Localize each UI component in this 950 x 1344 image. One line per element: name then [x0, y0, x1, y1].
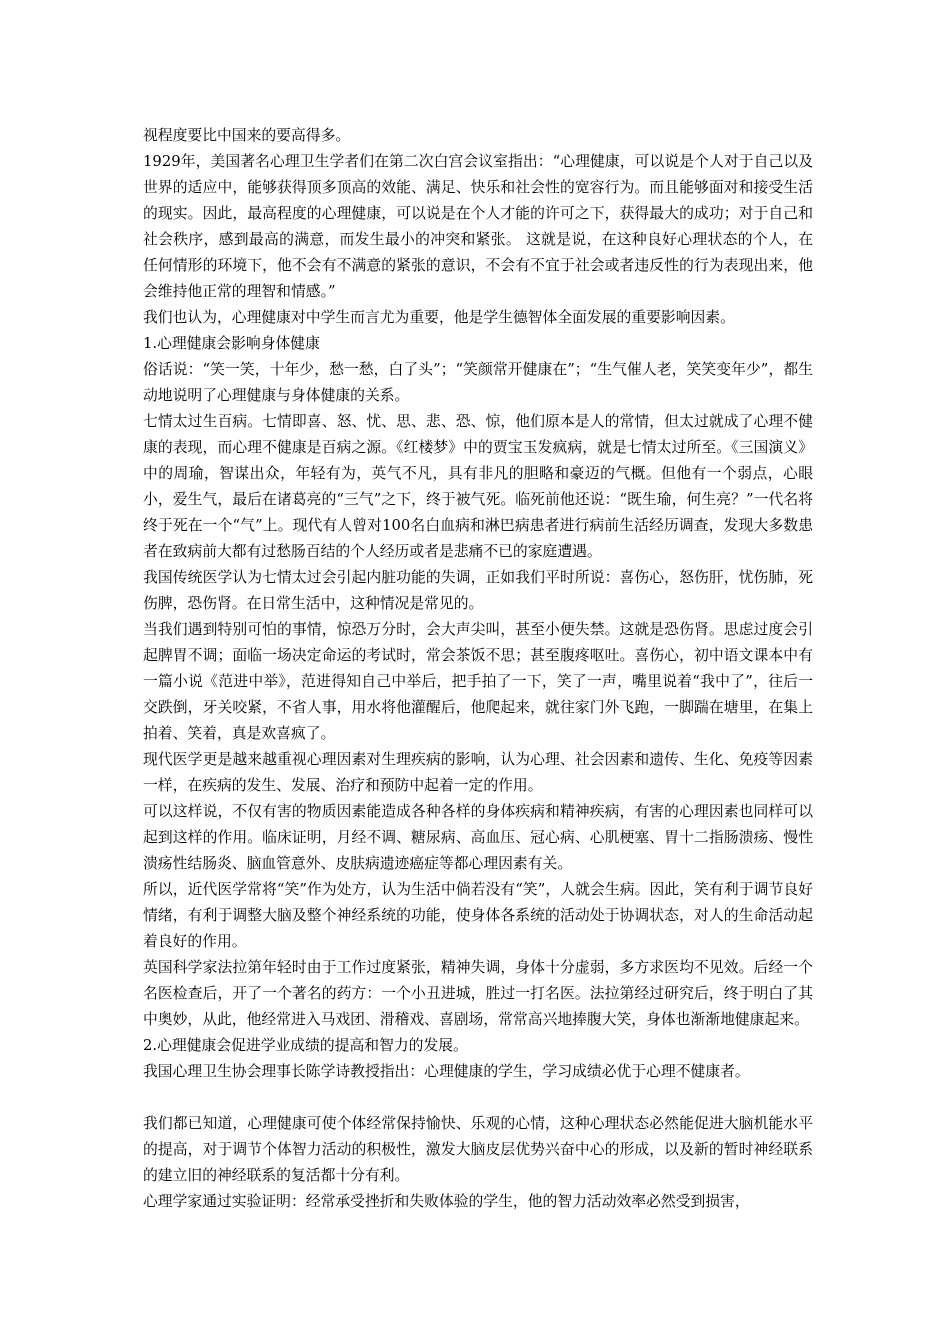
blank-line [143, 1085, 813, 1111]
section-heading-1: 1.心理健康会影响身体健康 [143, 335, 320, 352]
paragraph-1: 视程度要比中国来的要高得多。 [143, 127, 351, 144]
paragraph-4: 俗话说：“笑一笑，十年少，愁一愁，白了头”；“笑颜常开健康在”；“生气催人老，笑笑变年少”，都生动地说明了心理健康与身体健康的关系。 [143, 361, 813, 404]
section-heading-2: 2.心理健康会促进学业成绩的提高和智力的发展。 [143, 1037, 468, 1054]
paragraph-10: 所以，近代医学常将“笑”作为处方，认为生活中倘若没有“笑”，人就会生病。因此，笑有利于调节良好情绪，有利于调整大脑及整个神经系统的功能，使身体各系统的活动处于协调状态，对人的生命活动起着良好的作用。 [143, 881, 813, 950]
paragraph-12: 我国心理卫生协会理事长陈学诗教授指出：心理健康的学生，学习成绩必优于心理不健康者。 [143, 1063, 750, 1080]
paragraph-6: 我国传统医学认为七情太过会引起内脏功能的失调，正如我们平时所说：喜伤心，怒伤肝，忧伤肺，死伤脾，恐伤肾。在日常生活中，这种情况是常见的。 [143, 569, 813, 612]
paragraph-2: 1929年，美国著名心理卫生学者们在第二次白宫会议室指出：“心理健康，可以说是个人对于自己以及世界的适应中，能够获得顶多顶高的效能、满足、快乐和社会性的宽容行为。而且能够面对和接受生活的现实。因此，最高程度的心理健康，可以说是在个人才能的许可之下，获得最大的成功；对于自己和社会秩序，感到最高的满意，而发生最小的冲突和紧张。 这就是说，在这种良好心理状态的个人，在任何情形的环境下，他不会有不满意的紧张的意识，不会有不宜于社会或者违反性的行为表现出来，他会维持他正常的理智和情感。” [143, 153, 813, 300]
paragraph-9: 可以这样说，不仅有害的物质因素能造成各种各样的身体疾病和精神疾病，有害的心理因素也同样可以起到这样的作用。临床证明，月经不调、糖尿病、高血压、冠心病、心肌梗塞、胃十二指肠溃疡、慢性溃疡性结肠炎、脑血管意外、皮肤病遗迹癌症等都心理因素有关。 [143, 803, 813, 872]
paragraph-5: 七情太过生百病。七情即喜、怒、忧、思、悲、恐、惊，他们原本是人的常情，但太过就成了心理不健康的表现，而心理不健康是百病之源。《红楼梦》中的贾宝玉发疯病，就是七情太过所至。《三国演义》中的周瑜，智谋出众，年轻有为，英气不凡，具有非凡的胆略和豪迈的气概。但他有一个弱点，心眼小，爱生气，最后在诸葛亮的“三气”之下，终于被气死。临死前他还说：“既生瑜，何生亮？”一代名将终于死在一个“气”上。现代有人曾对100名白血病和淋巴病患者进行病前生活经历调查，发现大多数患者在致病前大都有过愁肠百结的个人经历或者是悲痛不已的家庭遭遇。 [143, 413, 813, 560]
paragraph-3: 我们也认为，心理健康对中学生而言尤为重要，他是学生德智体全面发展的重要影响因素。 [143, 309, 735, 326]
paragraph-11: 英国科学家法拉第年轻时由于工作过度紧张，精神失调，身体十分虚弱，多方求医均不见效。后经一个名医检查后，开了一个著名的药方：一个小丑进城，胜过一打名医。法拉第经过研究后，终于明白了其中奥妙，从此，他经常进入马戏团、滑稽戏、喜剧场，常常高兴地捧腹大笑，身体也渐渐地健康起来。 [143, 959, 813, 1028]
paragraph-8: 现代医学更是越来越重视心理因素对生理疾病的影响，认为心理、社会因素和遗传、生化、免疫等因素一样，在疾病的发生、发展、治疗和预防中起着一定的作用。 [143, 751, 813, 794]
document-body [143, 123, 813, 1215]
paragraph-14: 心理学家通过实验证明：经常承受挫折和失败体验的学生，他的智力活动效率必然受到损害， [143, 1193, 750, 1210]
paragraph-7: 当我们遇到特别可怕的事情，惊恐万分时，会大声尖叫，甚至小便失禁。这就是恐伤肾。思虑过度会引起脾胃不调；面临一场决定命运的考试时，常会茶饭不思；甚至腹疼呕吐。喜伤心，初中语文课本中有一篇小说《范进中举》，范进得知自己中举后，把手拍了一下，笑了一声，嘴里说着“我中了”，往后一交跌倒，牙关咬紧，不省人事，用水将他灌醒后，他爬起来，就往家门外飞跑，一脚踹在塘里，在集上拍着、笑着，真是欢喜疯了。 [143, 621, 813, 742]
paragraph-13: 我们都已知道，心理健康可使个体经常保持愉快、乐观的心情，这种心理状态必然能促进大脑机能水平的提高，对于调节个体智力活动的积极性，激发大脑皮层优势兴奋中心的形成，以及新的暂时神经联系的建立旧的神经联系的复活都十分有利。 [143, 1115, 813, 1184]
